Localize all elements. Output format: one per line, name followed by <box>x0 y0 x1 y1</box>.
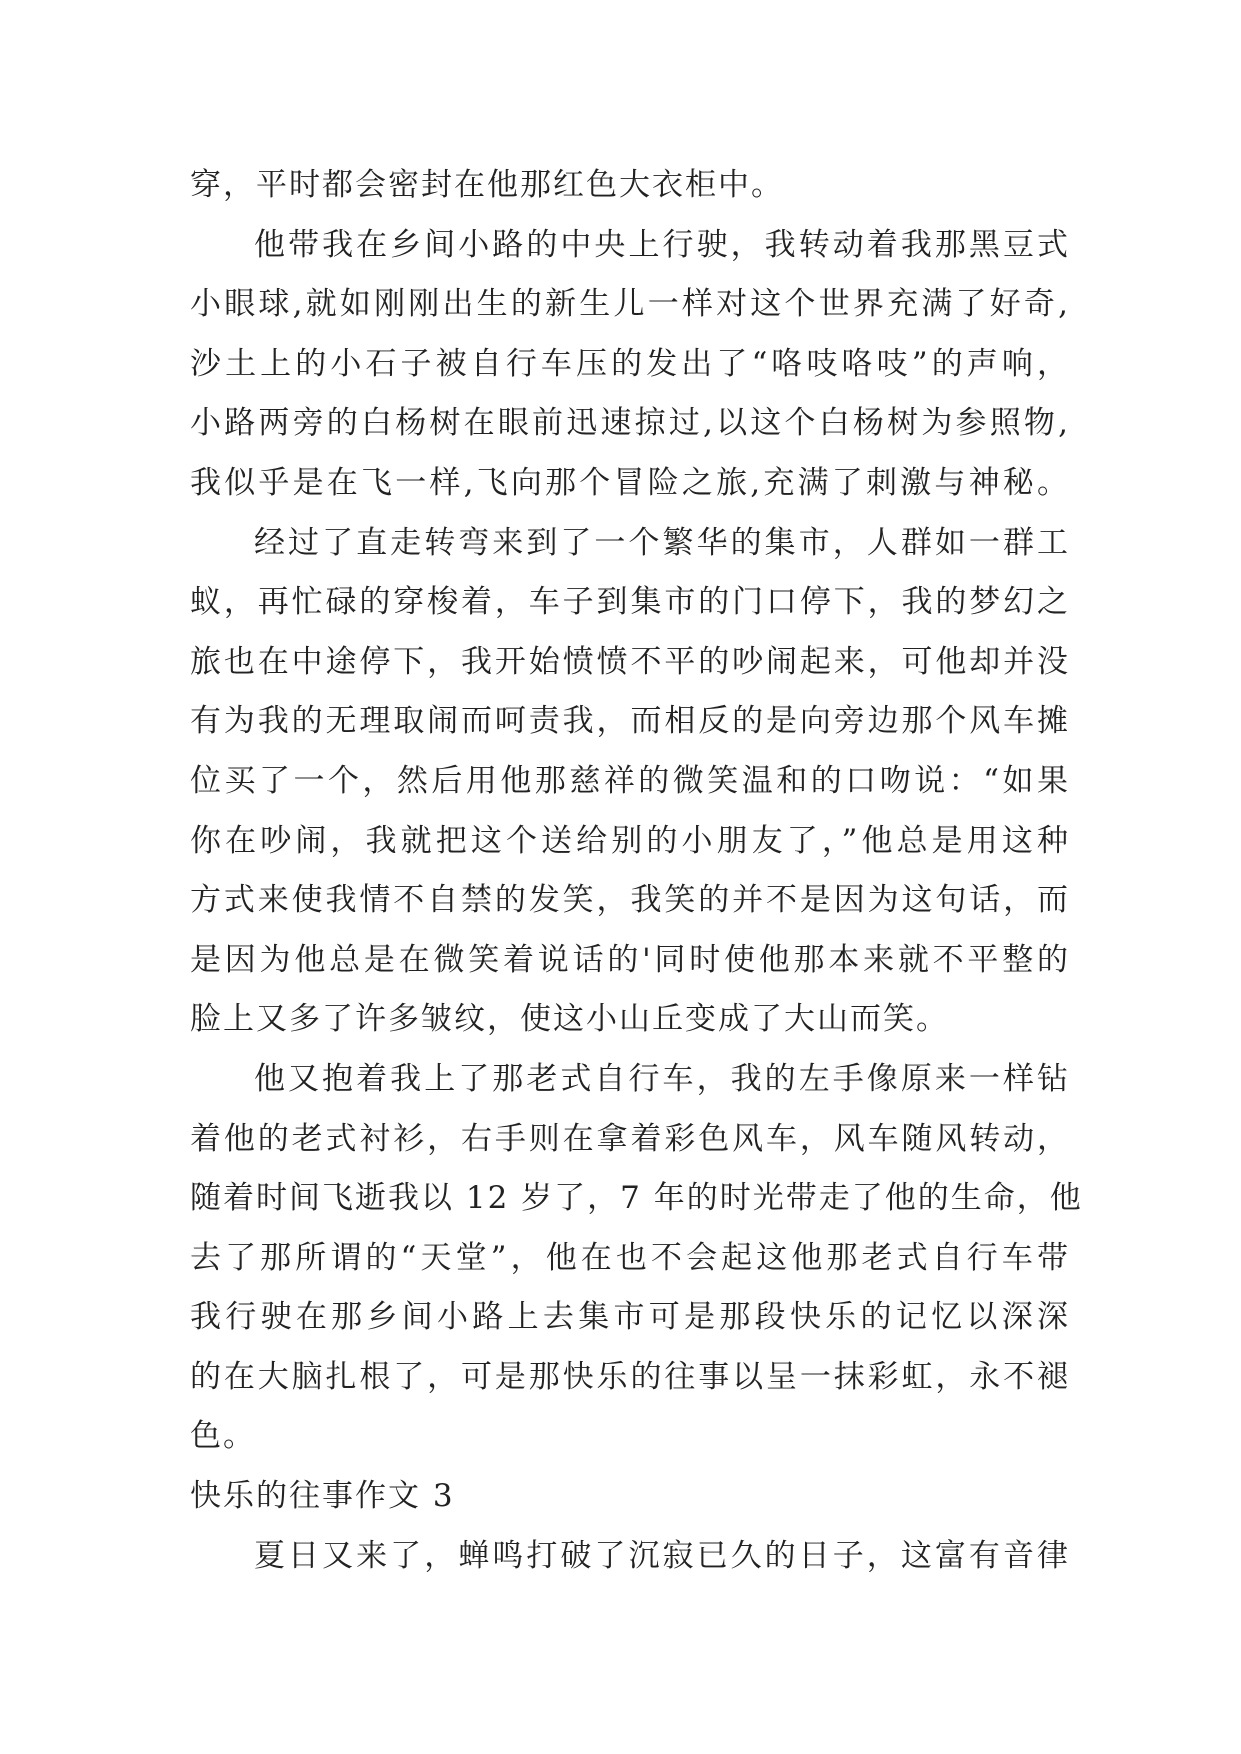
text-line: 的在大脑扎根了，可是那快乐的往事以呈一抹彩虹，永不褪 <box>190 1358 1070 1395</box>
text-line: 我似乎是在飞一样,飞向那个冒险之旅,充满了刺激与神秘。 <box>190 464 1070 501</box>
text-line: 小路两旁的白杨树在眼前迅速掠过,以这个白杨树为参照物, <box>190 405 1070 442</box>
text-line: 是因为他总是在微笑着说话的'同时使他那本来就不平整的 <box>190 941 1070 978</box>
text-line: 他带我在乡间小路的中央上行驶，我转动着我那黑豆式 <box>254 226 1070 263</box>
text-line: 去了那所谓的“天堂”，他在也不会起这他那老式自行车带 <box>190 1239 1070 1276</box>
text-line: 沙土上的小石子被自行车压的发出了“咯吱咯吱”的声响， <box>190 345 1070 382</box>
text-line: 旅也在中途停下，我开始愤愤不平的吵闹起来，可他却并没 <box>190 643 1070 680</box>
text-line: 我行驶在那乡间小路上去集市可是那段快乐的记忆以深深 <box>190 1299 1070 1336</box>
text-line: 着他的老式衬衫，右手则在拿着彩色风车，风车随风转动， <box>190 1120 1070 1157</box>
section-heading: 快乐的往事作文 3 <box>190 1478 455 1515</box>
text-line: 夏日又来了，蝉鸣打破了沉寂已久的日子，这富有音律 <box>254 1537 1070 1574</box>
text-line: 随着时间飞逝我以 12 岁了，7 年的时光带走了他的生命，他 <box>190 1180 1083 1217</box>
text-line: 穿，平时都会密封在他那红色大衣柜中。 <box>190 167 784 203</box>
text-line: 经过了直走转弯来到了一个繁华的集市，人群如一群工 <box>254 524 1070 561</box>
text-line: 你在吵闹，我就把这个送给别的小朋友了，”他总是用这种 <box>190 822 1070 859</box>
text-line: 脸上又多了许多皱纹，使这小山丘变成了大山而笑。 <box>190 1001 949 1038</box>
text-line: 有为我的无理取闹而呵责我，而相反的是向旁边那个风车摊 <box>190 703 1070 740</box>
text-line: 位买了一个，然后用他那慈祥的微笑温和的口吻说：“如果 <box>190 762 1070 799</box>
text-line: 他又抱着我上了那老式自行车，我的左手像原来一样钻 <box>254 1060 1070 1097</box>
document-body-text <box>190 156 1083 1586</box>
text-line: 小眼球,就如刚刚出生的新生儿一样对这个世界充满了好奇, <box>190 286 1070 323</box>
text-line: 色。 <box>190 1418 256 1455</box>
text-line: 蚁，再忙碌的穿梭着，车子到集市的门口停下，我的梦幻之 <box>190 584 1070 621</box>
text-line: 方式来使我情不自禁的发笑，我笑的并不是因为这句话，而 <box>190 882 1070 919</box>
